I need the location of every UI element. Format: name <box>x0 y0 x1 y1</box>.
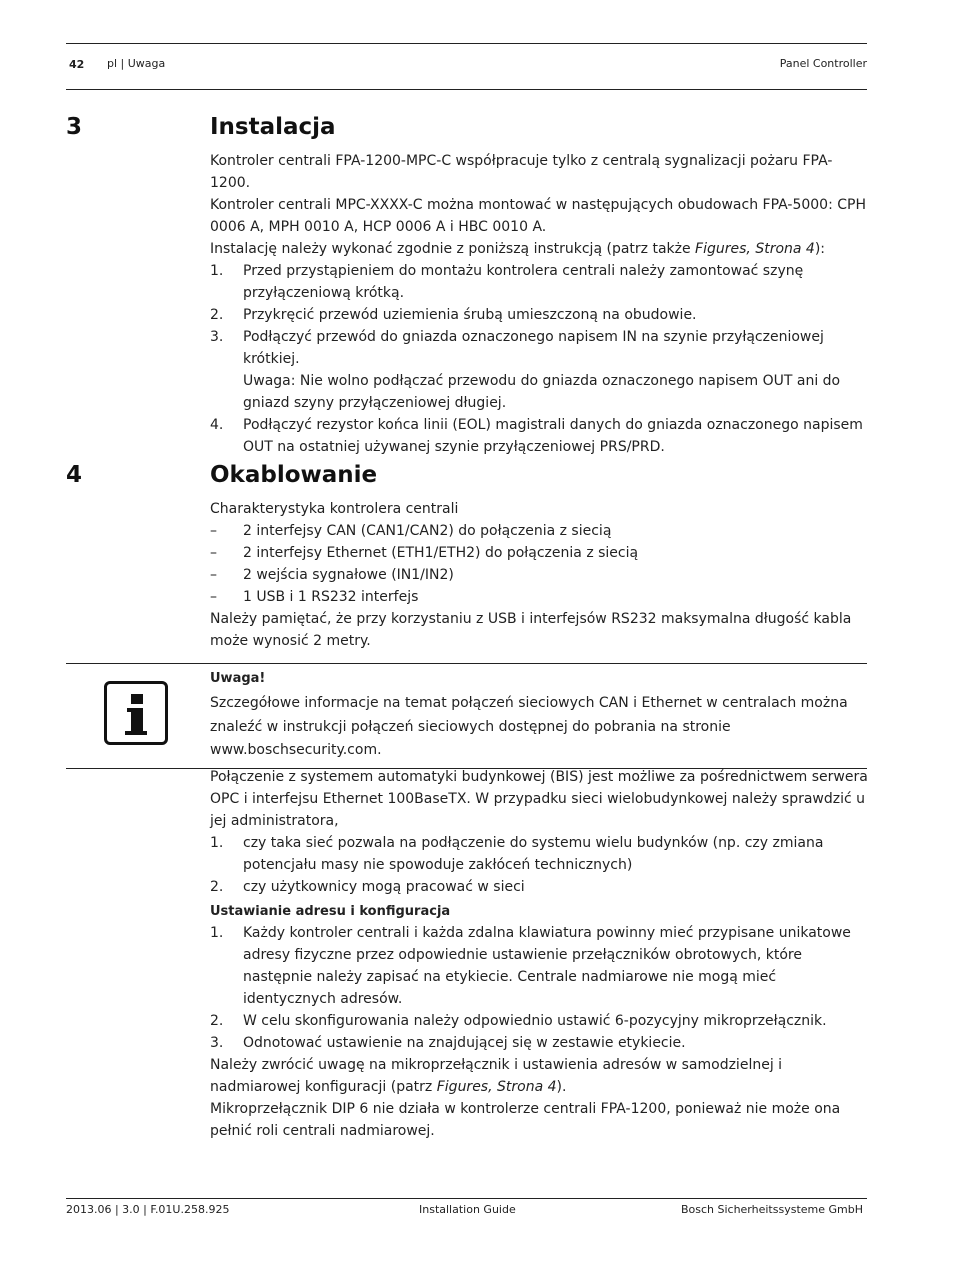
list-text: czy taka sieć pozwala na podłączenie do systemu wielu budynków (np. czy zmiana potencjału masy nie spowoduje zakłóceń technicznych) <box>243 835 824 873</box>
list-number: 1. <box>210 263 224 279</box>
footer-company: Bosch Sicherheitssysteme GmbH <box>680 1203 863 1216</box>
notice-line: znaleźć w instrukcji połączeń sieciowych dostępnej do pobrania na stronie <box>210 718 731 735</box>
paragraph: Połączenie z systemem automatyki budynkowej (BIS) jest możliwe za pośrednictwem serwera OPC i interfejsu Ethernet 100BaseTX. W przypadku sieci wielobudynkowej należy sprawdzić u jej administratora, <box>210 769 868 829</box>
paragraph: Kontroler centrali FPA-1200-MPC-C współpracuje tylko z centralą sygnalizacji pożaru FPA-1200. <box>210 153 833 191</box>
list-text: Przykręcić przewód uziemienia śrubą umieszczoną na obudowie. <box>243 307 697 323</box>
list-item <box>210 922 870 1010</box>
list-number: 3. <box>210 329 224 345</box>
list-number: 4. <box>210 417 224 433</box>
list-item <box>210 260 870 304</box>
paragraph: Charakterystyka kontrolera centrali <box>210 501 459 517</box>
list-item <box>210 1010 870 1032</box>
section-3-number: 3 <box>66 114 83 140</box>
header-bottom-rule <box>66 89 867 90</box>
figure-reference: Figures, Strona 4 <box>436 1079 557 1095</box>
list-number: 2. <box>210 879 224 895</box>
notice-title: Uwaga! <box>210 671 266 686</box>
list-text: 1 USB i 1 RS232 interfejs <box>243 589 419 605</box>
list-item <box>210 520 870 542</box>
list-item <box>210 304 870 326</box>
list-text: Podłączyć rezystor końca linii (EOL) magistrali danych do gniazda oznaczonego napisem OUT na ostatniej używanej szynie przyłączeniowej PRS/PRD. <box>243 417 863 455</box>
list-text: Przed przystąpieniem do montażu kontrolera centrali należy zamontować szynę przyłączeniową krótką. <box>243 263 804 301</box>
info-icon <box>104 681 168 745</box>
list-dash: – <box>210 567 217 583</box>
list-item <box>210 414 870 458</box>
footer-doc-type: Installation Guide <box>419 1203 516 1216</box>
section-4-body <box>210 498 870 652</box>
list-text: Każdy kontroler centrali i każda zdalna klawiatura powinny mieć przypisane unikatowe adresy fizyczne przez odpowiednie ustawienie przełączników obrotowych, które następnie należy zapisać na etykiecie. Centrale nadmiarowe nie mogą mieć identycznych adresów. <box>243 925 851 1007</box>
list-item <box>210 586 870 608</box>
product-name: Panel Controller <box>779 57 867 70</box>
list-number: 2. <box>210 307 224 323</box>
list-text: 2 interfejsy CAN (CAN1/CAN2) do połączenia z siecią <box>243 523 612 539</box>
list-number: 2. <box>210 1013 224 1029</box>
paragraph: Kontroler centrali MPC-XXXX-C można montować w następujących obudowach FPA-5000: CPH 0006 A, MPH 0010 A, HCP 0006 A i HBC 0010 A. <box>210 197 866 235</box>
section-4-title: Okablowanie <box>210 462 378 488</box>
list-dash: – <box>210 545 217 561</box>
subheading: Ustawianie adresu i konfiguracja <box>210 904 451 919</box>
paragraph: Mikroprzełącznik DIP 6 nie działa w kontrolerze centrali FPA-1200, ponieważ nie może ona pełnić roli centrali nadmiarowej. <box>210 1101 841 1139</box>
list-item <box>210 564 870 586</box>
paragraph <box>210 1054 870 1098</box>
list-text: Podłączyć przewód do gniazda oznaczonego napisem IN na szynie przyłączeniowej krótkiej. <box>243 329 824 367</box>
list-text: 2 interfejsy Ethernet (ETH1/ETH2) do połączenia z siecią <box>243 545 639 561</box>
notice-line: Szczegółowe informacje na temat połączeń sieciowych CAN i Ethernet w centralach można <box>210 695 848 711</box>
list-number: 1. <box>210 925 224 941</box>
text: Należy zwrócić uwagę na mikroprzełącznik i ustawienia adresów w samodzielnej i nadmiarowej konfiguracji (patrz <box>210 1057 783 1095</box>
list-number: 3. <box>210 1035 224 1051</box>
text: ): <box>814 241 826 257</box>
list-item <box>210 1032 870 1054</box>
list-item <box>210 876 870 898</box>
paragraph: Należy pamiętać, że przy korzystaniu z USB i interfejsów RS232 maksymalna długość kabla może wynosić 2 metry. <box>210 611 852 649</box>
list-dash: – <box>210 589 217 605</box>
bis-body <box>210 766 870 1142</box>
section-3-body <box>210 150 870 458</box>
header-top-rule <box>66 43 867 44</box>
paragraph <box>210 238 870 260</box>
list-item <box>210 542 870 564</box>
section-4-number: 4 <box>66 462 83 488</box>
step-note: Uwaga: Nie wolno podłączać przewodu do gniazda oznaczonego napisem OUT ani do gniazd szyny przyłączeniowej długiej. <box>243 373 841 411</box>
section-3-title: Instalacja <box>210 114 336 140</box>
list-text: 2 wejścia sygnałowe (IN1/IN2) <box>243 567 454 583</box>
list-number: 1. <box>210 835 224 851</box>
page-number: 42 <box>69 58 85 71</box>
list-item <box>210 326 870 414</box>
footer-doc-id: 2013.06 | 3.0 | F.01U.258.925 <box>66 1203 230 1216</box>
notice-top-rule <box>66 663 867 664</box>
list-item <box>210 832 870 876</box>
notice-link: www.boschsecurity.com. <box>210 742 382 758</box>
text: Instalację należy wykonać zgodnie z poniższą instrukcją (patrz także <box>210 241 696 257</box>
breadcrumb: pl | Uwaga <box>107 57 166 70</box>
list-text: czy użytkownicy mogą pracować w sieci <box>243 879 525 895</box>
list-text: W celu skonfigurowania należy odpowiednio ustawić 6-pozycyjny mikroprzełącznik. <box>243 1013 827 1029</box>
list-dash: – <box>210 523 217 539</box>
text: ). <box>556 1079 567 1095</box>
footer-rule <box>66 1198 867 1199</box>
list-text: Odnotować ustawienie na znajdującej się w zestawie etykiecie. <box>243 1035 686 1051</box>
notice-body <box>210 668 870 763</box>
figure-reference: Figures, Strona 4 <box>695 241 815 257</box>
